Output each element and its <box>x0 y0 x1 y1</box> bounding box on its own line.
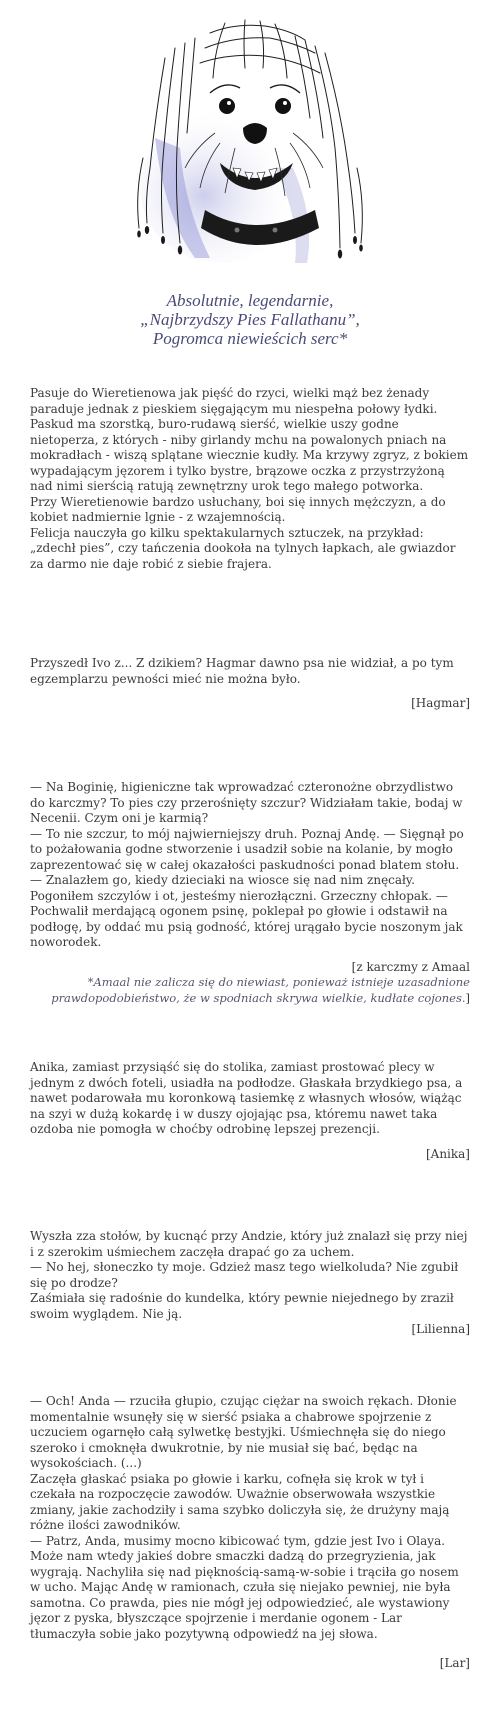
quote-lar <box>30 1394 470 1672</box>
quote-hagmar <box>30 656 470 712</box>
footnote: prawdopodobieństwo, że w spodniach skrywa wielkie, kudłate cojones.] <box>51 990 470 1005</box>
paragraph: — No hej, słoneczko ty moje. Gdzież masz tego wielkoluda? Nie zgubił się po drodze? <box>30 1260 459 1290</box>
signature: [z karczmy z Amaal <box>351 959 470 974</box>
paragraph: Zaczęła głaskać psiaka po głowie i karku, cofnęła się krok w tył i czekała na rozpoczęcie zawodów. Uważnie obserwowała wszystkie zmiany, jakie zachodziły i sama szybko doliczyła się, że drużyny mają różne ilości zawodników. <box>30 1471 450 1532</box>
quote-lilienna <box>30 1229 470 1338</box>
quote-anika <box>30 1060 470 1162</box>
paragraph: — Znalazłem go, kiedy dzieciaki na wiosce się nad nim znęcały. Pogoniłem szczylów i ot, jesteśmy nierozłączni. Grzeczny chłopak. — Pochwalił merdającą ogonem psinę, poklepał po głowie i odstawił na podłogę, by oddać mu psią godność, której urągało bycie noszonym jak noworodek. <box>30 873 463 949</box>
description-section <box>30 386 470 572</box>
signature: [Hagmar] <box>411 696 470 710</box>
paragraph: Anika, zamiast przysiąść się do stolika, zamiast prostować plecy w jednym z dwóch foteli, usiadła na podłodze. Głaskała brzydkiego psa, a nawet podarowała mu koronkową tasiemkę z własnych włosów, wiążąc na szyi w dużą kokardę i w duszy ojojając psa, któremu nawet taka ozdoba nie pomogła w choćby odrobinę lepszej prezencji. <box>30 1060 463 1136</box>
title-line: Absolutnie, legendarnie, <box>166 291 334 310</box>
paragraph: Przy Wieretienowie bardzo usłuchany, boi się innych mężczyzn, a do kobiet nadmiernie lgnie - z wzajemnością. <box>30 494 446 524</box>
paragraph: Przyszedł Ivo z... Z dzikiem? Hagmar dawno psa nie widział, a po tym egzemplarzu pewności mieć nie można było. <box>30 656 454 686</box>
paragraph: Zaśmiała się radośnie do kundelka, który pewnie niejednego by zraził swoim wyglądem. Nie ją. <box>30 1291 454 1321</box>
footnote: *Amaal nie zalicza się do niewiast, ponieważ istnieje uzasadnione <box>87 975 470 989</box>
paragraph: — Patrz, Anda, musimy mocno kibicować tym, gdzie jest Ivo i Olaya. Może nam wtedy jakieś dobre smaczki dadzą do przegryzienia, jak wygrają. Nachyliła się nad pięknością-samą-w-sobie i trąciła go nosem w ucho. Mając Andę w ramionach, czuła się niejako pewniej, nie była samotna. Co prawda, pies nie mógł jej odpowiedzieć, ale wystawiony jęzor z pyska, błyszczące spojrzenie i merdanie ogonem - Lar tłumaczyła sobie jako pozytywną odpowiedź na jej słowa. <box>30 1533 459 1641</box>
paragraph: — Och! Anda — rzuciła głupio, czując ciężar na swoich rękach. Dłonie momentalnie wsunęły się w sierść psiaka a chabrowe spojrzenie z uczuciem ogarnęło całą sylwetkę bestyjki. Uśmiechnęła się do niego szeroko i cmoknęła dwukrotnie, by nie musiał się bać, będąc na wysokościach. (...) <box>30 1394 457 1470</box>
paragraph: Paskud ma szorstką, buro-rudawą sierść, wielkie uszy godne nietoperza, z których - niby girlandy mchu na powalonych pniach na mokradłach - wiszą splątane wiecznie kudły. Ma krzywy zgryz, z bokiem wypadającym jęzorem i tylko bystre, brązowe oczka z przystrzyżoną nad nimi sierścią ratują zewnętrzny urok tego małego potworka. <box>30 417 469 493</box>
paragraph: Pasuje do Wieretienowa jak pięść do rzyci, wielki mąż bez żenady paraduje jednak z pieskiem sięgającym mu niespełna połowy łydki. <box>30 386 438 416</box>
signature: [Lar] <box>439 1656 470 1670</box>
title-line: „Najbrzydszy Pies Fallathanu”, <box>140 310 360 329</box>
paragraph: — Na Boginię, higieniczne tak wprowadzać czteronożne obrzydlistwo do karczmy? To pies czy przerośnięty szczur? Widziałam takie, bodaj w Necenii. Czym oni je karmią? <box>30 780 463 825</box>
quote-amaal <box>30 780 470 1006</box>
paragraph: Felicja nauczyła go kilku spektakularnych sztuczek, na przykład: „zdechł pies”, czy tańczenia dookoła na tylnych łapkach, ale gwiazdor za darmo nie daje robić z siebie frajera. <box>30 525 456 571</box>
page-title <box>0 291 500 348</box>
signature: [Lilienna] <box>411 1322 470 1336</box>
signature: [Anika] <box>425 1146 470 1161</box>
dog-illustration <box>125 18 385 280</box>
title-line: Pogromca niewieścich serc* <box>152 329 348 348</box>
paragraph: Wyszła zza stołów, by kucnąć przy Andzie, który już znalazł się przy niej i z szerokim uśmiechem zaczęła drapać go za uchem. <box>30 1229 468 1259</box>
paragraph: — To nie szczur, to mój najwierniejszy druh. Poznaj Andę. — Sięgnął po to pożałowania godne stworzenie i usadził sobie na kolanie, by mogło zaprezentować się w całej okazałości paskudności ponad blatem stołu. <box>30 826 464 872</box>
